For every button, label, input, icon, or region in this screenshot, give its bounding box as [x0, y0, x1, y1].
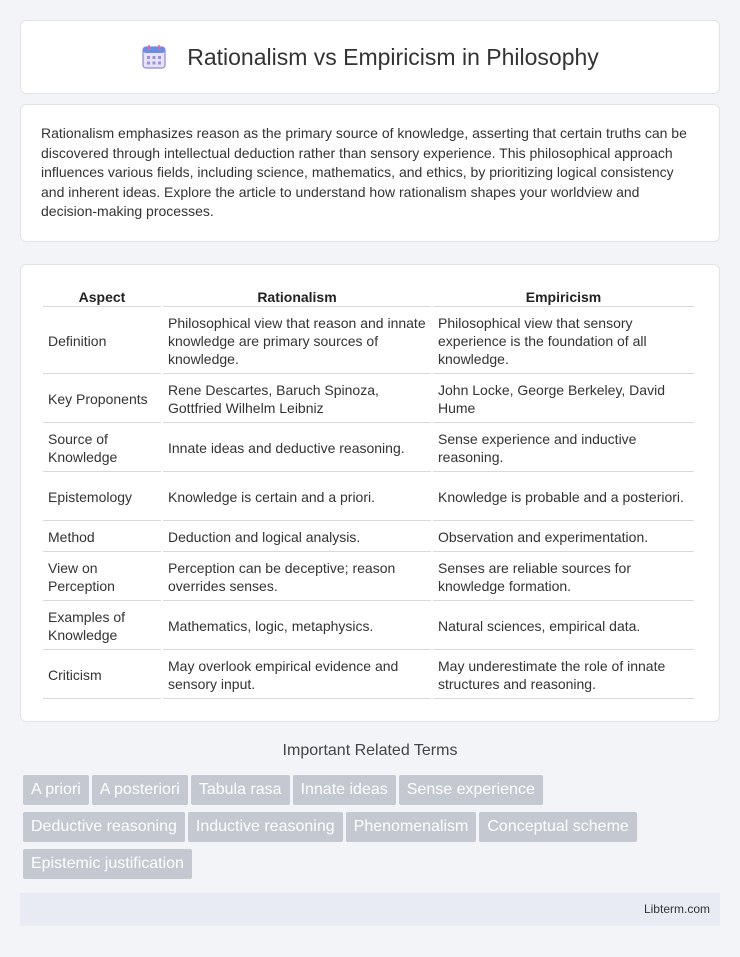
calendar-icon: [141, 44, 167, 70]
row-rationalism: Innate ideas and deductive reasoning.: [163, 425, 431, 472]
term-tag[interactable]: A priori: [23, 775, 89, 805]
row-rationalism: Deduction and logical analysis.: [163, 523, 431, 552]
row-aspect: Epistemology: [43, 474, 161, 521]
row-aspect: Criticism: [43, 652, 161, 699]
footer-site-link[interactable]: Libterm.com: [643, 902, 710, 916]
header-card: [20, 20, 720, 94]
table-row: [43, 523, 694, 552]
table-row: [43, 309, 694, 374]
row-rationalism: Knowledge is certain and a priori.: [163, 474, 431, 521]
comparison-table: [41, 285, 696, 701]
footer: [20, 893, 720, 926]
intro-card: [20, 104, 720, 242]
row-aspect: Source of Knowledge: [43, 425, 161, 472]
table-row: [43, 554, 694, 601]
table-row: [43, 425, 694, 472]
term-tag[interactable]: Phenomenalism: [346, 812, 477, 842]
row-empiricism: Senses are reliable sources for knowledge formation.: [433, 554, 694, 601]
page-title: Rationalism vs Empiricism in Philosophy: [187, 43, 599, 70]
term-tag[interactable]: Innate ideas: [293, 775, 396, 805]
term-tag[interactable]: Sense experience: [399, 775, 543, 805]
row-empiricism: Philosophical view that sensory experience is the foundation of all knowledge.: [433, 309, 694, 374]
row-aspect: View on Perception: [43, 554, 161, 601]
header-aspect: Aspect: [43, 287, 161, 307]
row-aspect: Examples of Knowledge: [43, 603, 161, 650]
related-terms-title: Important Related Terms: [282, 742, 458, 759]
row-aspect: Definition: [43, 309, 161, 374]
row-aspect: Method: [43, 523, 161, 552]
row-aspect: Key Proponents: [43, 376, 161, 423]
row-rationalism: Philosophical view that reason and innate knowledge are primary sources of knowledge.: [163, 309, 431, 374]
row-rationalism: May overlook empirical evidence and sensory input.: [163, 652, 431, 699]
related-terms-list: [23, 775, 703, 886]
term-tag[interactable]: Tabula rasa: [191, 775, 290, 805]
term-tag[interactable]: Conceptual scheme: [479, 812, 636, 842]
row-empiricism: Sense experience and inductive reasoning.: [433, 425, 694, 472]
intro-text: Rationalism emphasizes reason as the primary source of knowledge, asserting that certain truths can be discovered through intellectual deduction rather than sensory experience. This philosophical approach influences various fields, including science, mathematics, and ethics, by prioritizing logical consistency and inherent ideas. Explore the article to understand how rationalism shapes your worldview and decision-making processes.: [41, 125, 687, 220]
row-empiricism: May underestimate the role of innate structures and reasoning.: [433, 652, 694, 699]
comparison-card: [20, 264, 720, 722]
header-rationalism: Rationalism: [163, 287, 431, 307]
row-empiricism: Natural sciences, empirical data.: [433, 603, 694, 650]
term-tag[interactable]: Epistemic justification: [23, 849, 192, 879]
row-empiricism: Observation and experimentation.: [433, 523, 694, 552]
term-tag[interactable]: Inductive reasoning: [188, 812, 343, 842]
table-header-row: [43, 287, 694, 307]
row-rationalism: Rene Descartes, Baruch Spinoza, Gottfried Wilhelm Leibniz: [163, 376, 431, 423]
row-rationalism: Perception can be deceptive; reason overrides senses.: [163, 554, 431, 601]
header-empiricism: Empiricism: [433, 287, 694, 307]
table-row: [43, 376, 694, 423]
term-tag[interactable]: Deductive reasoning: [23, 812, 185, 842]
table-row: [43, 652, 694, 699]
term-tag[interactable]: A posteriori: [92, 775, 188, 805]
row-rationalism: Mathematics, logic, metaphysics.: [163, 603, 431, 650]
table-row: [43, 603, 694, 650]
table-row: [43, 474, 694, 521]
row-empiricism: John Locke, George Berkeley, David Hume: [433, 376, 694, 423]
row-empiricism: Knowledge is probable and a posteriori.: [433, 474, 694, 521]
